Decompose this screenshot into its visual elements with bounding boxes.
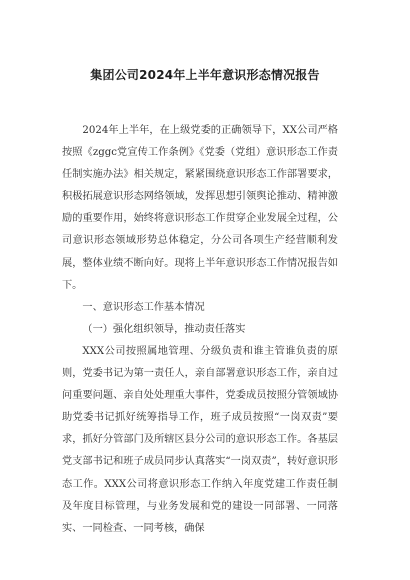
subsection-heading-organization: （一）强化组织领导，推动责任落实 xyxy=(82,323,246,335)
responsibility-paragraph: XXX公司按照属地管理、分级负责和谁主管谁负责的原则，党委书记为第一责任人，亲自部署意识形态工作，亲自过问重要问题、亲自处处理重大事件，党委成员按照分管领域协助党委书记抓好统筹指导工作，班子成员按照“一岗双责”要求，抓好分管部门及所辖区县分公司的意识形态工作。各基层党支部书记和班子成员同步认真落实“一岗双责”，转好意识形态工作。XXX公司将意识形态工作纳入年度党建工作责任制及年度目标管理，与业务发展和党的建设一同部署、一同落实、一同检查、一同考核，确保 xyxy=(62,345,338,534)
section-heading-basic-situation: 一、意识形态工作基本情况 xyxy=(82,301,205,313)
intro-paragraph: 2024年上半年，在上级党委的正确领导下，XX公司严格按照《zggc党宣传工作条例》《党委（党组）意识形态工作责任制实施办法》相关规定，紧紧围绕意识形态工作部署要求，积极拓展意识形态网络领域，发挥思想引领舆论推动、精神激励的重要作用，始终将意识形态工作贯穿企业发展全过程，公司意识形态领域形势总体稳定，分公司各项生产经营顺利发展，整体业绩不断向好。现将上半年意识形态工作情况报告如下。 xyxy=(62,125,338,291)
document-body xyxy=(62,120,338,540)
document-title: 集团公司2024年上半年意识形态情况报告 xyxy=(90,68,320,82)
